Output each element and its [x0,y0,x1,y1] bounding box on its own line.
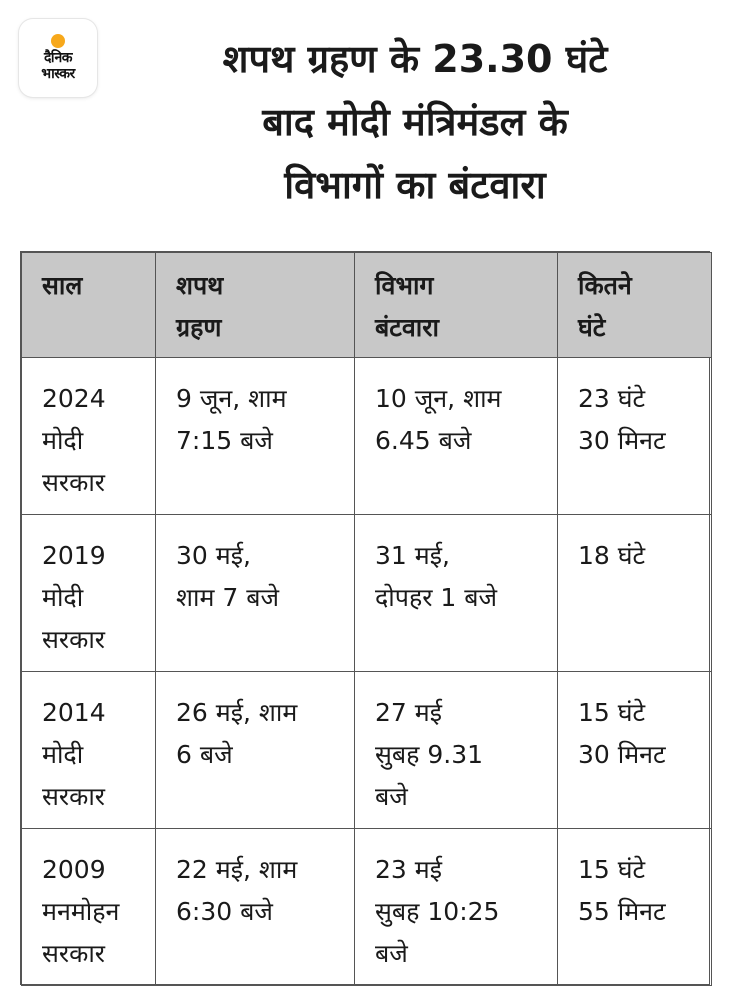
comparison-table [20,251,710,985]
table-row [22,515,712,672]
cell-oath: 22 मई, शाम 6:30 बजे [156,829,355,986]
cell-hours: 15 घंटे 30 मिनट [558,672,712,829]
cell-portfolio: 23 मई सुबह 10:25 बजे [355,829,558,986]
header-oath: शपथ ग्रहण [156,253,355,358]
header-year: साल [22,253,156,358]
cell-year: 2014 मोदी सरकार [22,672,156,829]
cell-portfolio: 27 मई सुबह 9.31 बजे [355,672,558,829]
table-header-row [22,253,712,358]
logo-text-line1: दैनिक [43,50,73,66]
sun-icon [51,34,65,48]
table-row [22,672,712,829]
cell-oath: 26 मई, शाम 6 बजे [156,672,355,829]
cell-year: 2009 मनमोहन सरकार [22,829,156,986]
dainik-bhaskar-logo [19,19,97,97]
headline: शपथ ग्रहण के 23.30 घंटे बाद मोदी मंत्रिमंडल के विभागों का बंटवारा [222,37,608,207]
cell-year: 2024 मोदी सरकार [22,358,156,515]
cell-year: 2019 मोदी सरकार [22,515,156,672]
table-row [22,829,712,986]
cell-oath: 30 मई, शाम 7 बजे [156,515,355,672]
cell-hours: 18 घंटे [558,515,712,672]
table-row [22,358,712,515]
cell-portfolio: 31 मई, दोपहर 1 बजे [355,515,558,672]
logo-text-line2: भास्कर [41,66,75,82]
cell-hours: 15 घंटे 55 मिनट [558,829,712,986]
cell-oath: 9 जून, शाम 7:15 बजे [156,358,355,515]
header-hours: कितने घंटे [558,253,712,358]
cell-portfolio: 10 जून, शाम 6.45 बजे [355,358,558,515]
header-portfolio: विभाग बंटवारा [355,253,558,358]
cell-hours: 23 घंटे 30 मिनट [558,358,712,515]
